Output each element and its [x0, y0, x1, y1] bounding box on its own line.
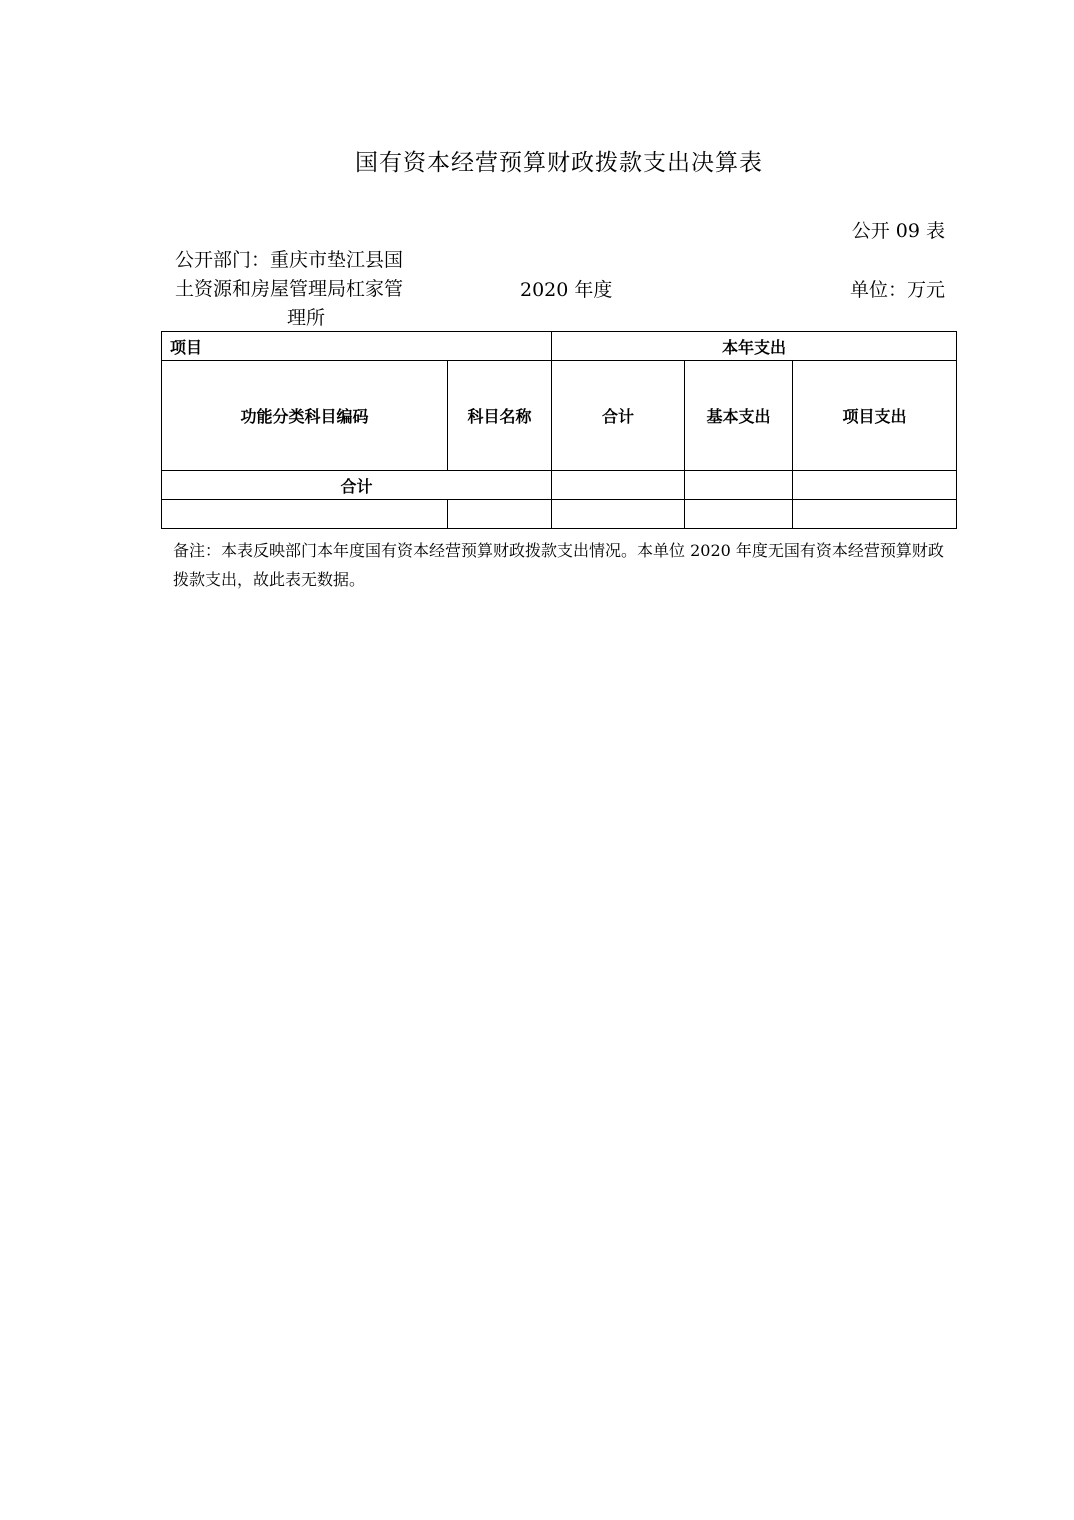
- table-row: [162, 500, 957, 529]
- department-line-2: 土资源和房屋管理局杠家管: [175, 278, 404, 300]
- row-total: [552, 500, 685, 529]
- table-header-row-2: [162, 361, 957, 471]
- total-row-project: [793, 471, 957, 500]
- header-total: 合计: [552, 361, 685, 471]
- footnote: 备注：本表反映部门本年度国有资本经营预算财政拨款支出情况。本单位 2020 年度无国有资本经营预算财政拨款支出，故此表无数据。: [173, 541, 944, 589]
- fiscal-year: 2020 年度: [520, 279, 613, 301]
- header-project: 项目: [162, 332, 552, 361]
- header-current-year: 本年支出: [552, 332, 957, 361]
- total-row-label: 合计: [162, 471, 552, 500]
- header-project-expenditure: 项目支出: [793, 361, 957, 471]
- row-code: [162, 500, 448, 529]
- department-info: [175, 246, 437, 333]
- department-line-3: 理所: [286, 307, 325, 329]
- page-title: 国有资本经营预算财政拨款支出决算表: [355, 150, 763, 176]
- row-project: [793, 500, 957, 529]
- header-subject-name: 科目名称: [448, 361, 552, 471]
- header-basic-expenditure: 基本支出: [685, 361, 793, 471]
- total-row-total: [552, 471, 685, 500]
- department-line-1: 公开部门：重庆市垫江县国: [175, 249, 404, 271]
- row-name: [448, 500, 552, 529]
- expenditure-table: [161, 331, 957, 529]
- currency-unit: 单位：万元: [849, 279, 945, 301]
- total-row-basic: [685, 471, 793, 500]
- table-header-row-1: [162, 332, 957, 361]
- header-function-code: 功能分类科目编码: [162, 361, 448, 471]
- total-row: [162, 471, 957, 500]
- row-basic: [685, 500, 793, 529]
- form-number: 公开 09 表: [851, 220, 945, 242]
